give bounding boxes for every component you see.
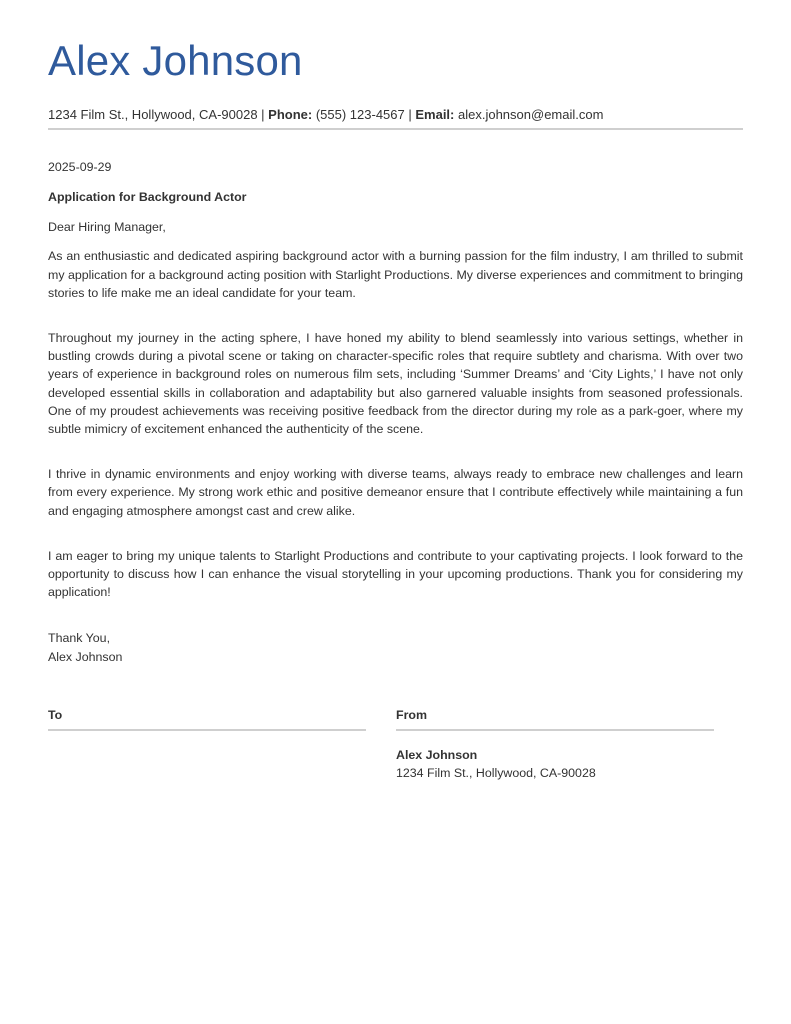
- contact-separator: |: [257, 107, 269, 122]
- phone-label: Phone:: [268, 107, 313, 122]
- from-section: [396, 706, 714, 782]
- letter-paragraph: Throughout my journey in the acting sphere, I have honed my ability to blend seamlessly into various settings, whether in bustling crowds during a pivotal scene or taking on character-specific roles that require subtlety and charisma. With over two years of experience in background roles on numerous film sets, including ‘Summer Dreams’ and ‘City Lights,’ I have not only developed essential skills in collaboration and adaptability but also garnered valuable insights from seasoned professionals. One of my proudest achievements was receiving positive feedback from the director during my role as a park-goer, where my subtle mimicry of excitement enhanced the authenticity of the scene.: [48, 331, 743, 437]
- to-divider: [48, 729, 366, 731]
- letter-closing: [48, 629, 743, 665]
- from-divider: [396, 729, 714, 731]
- closing-signature: Alex Johnson: [48, 649, 123, 664]
- contact-address: 1234 Film St., Hollywood, CA-90028: [48, 107, 258, 122]
- letter-date: 2025-09-29: [48, 160, 112, 174]
- contact-line: [48, 106, 603, 123]
- email-label: Email:: [415, 107, 455, 122]
- to-label: To: [48, 708, 63, 722]
- letter-paragraph: I thrive in dynamic environments and enjoy working with diverse teams, always ready to embrace new challenges and learn from every experience. My strong work ethic and positive demeanor ensure that I contribute effectively while maintaining a fun and engaging atmosphere amongst cast and crew alike.: [48, 467, 743, 518]
- letter-paragraph: As an enthusiastic and dedicated aspiring background actor with a burning passion for the film industry, I am thrilled to submit my application for a background acting position with Starlight Productions. My diverse experiences and commitment to bringing stories to life make me an ideal candidate for your team.: [48, 249, 743, 300]
- contact-phone: (555) 123-4567: [315, 107, 405, 122]
- from-name: Alex Johnson: [396, 748, 478, 762]
- letter-salutation: Dear Hiring Manager,: [48, 220, 166, 235]
- from-address: 1234 Film St., Hollywood, CA-90028: [396, 766, 596, 780]
- letter-paragraph: I am eager to bring my unique talents to Starlight Productions and contribute to your captivating projects. I look forward to the opportunity to discuss how I can enhance the visual storytelling in your upcoming productions. Thank you for considering my application!: [48, 548, 743, 600]
- contact-separator: |: [404, 107, 416, 122]
- header-divider: [48, 128, 743, 130]
- to-section: [48, 706, 366, 731]
- applicant-name: Alex Johnson: [48, 37, 303, 84]
- closing-phrase: Thank You,: [48, 631, 111, 646]
- from-label: From: [396, 708, 427, 722]
- letter-subject: Application for Background Actor: [48, 190, 247, 204]
- letter-body: [48, 158, 743, 666]
- contact-email: alex.johnson@email.com: [458, 107, 604, 122]
